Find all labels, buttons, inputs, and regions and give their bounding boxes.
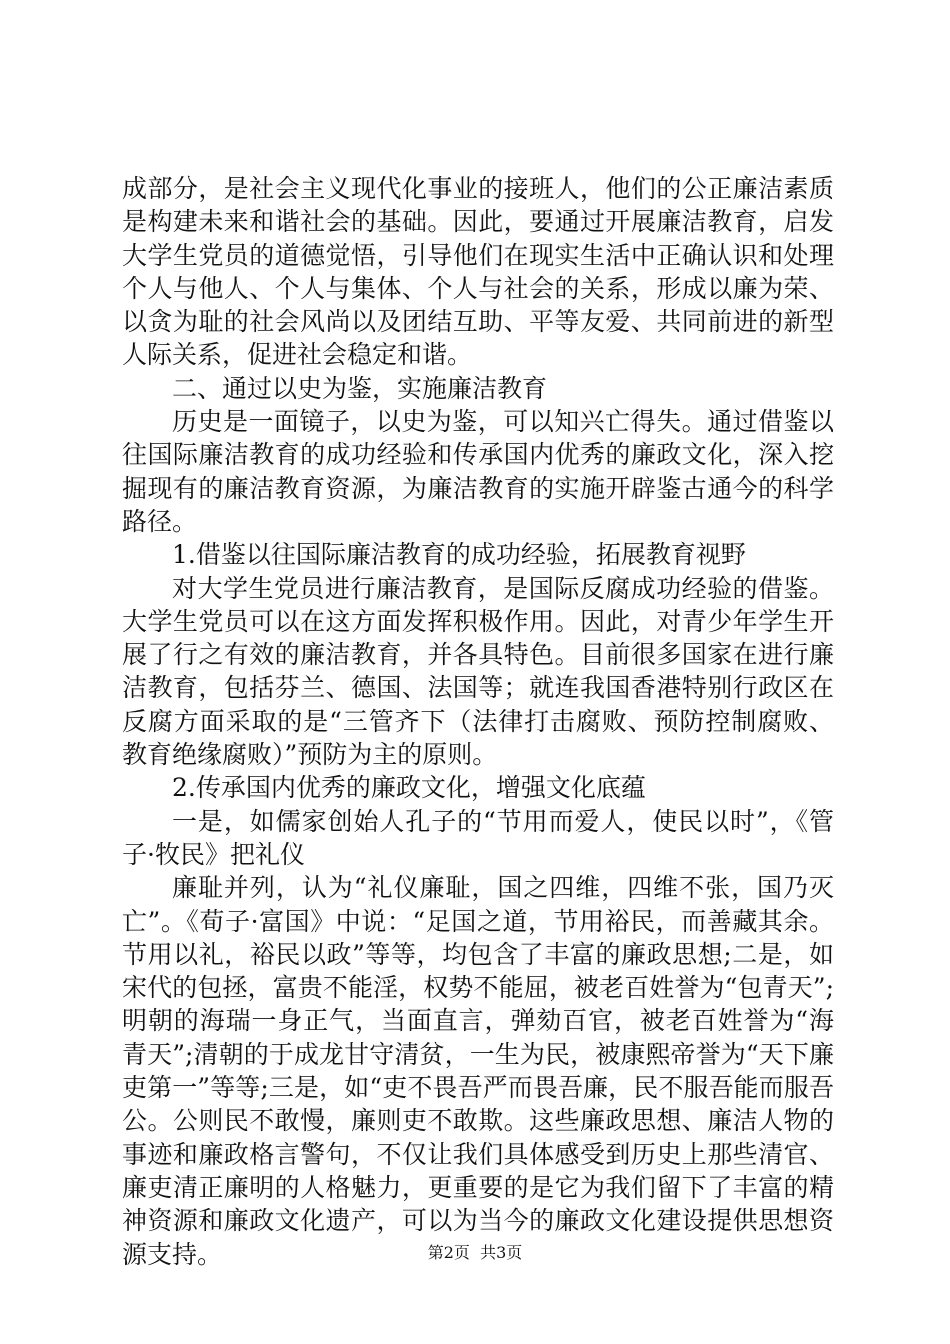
subheading-1: 1.借鉴以往国际廉洁教育的成功经验，拓展教育视野 [172,540,746,570]
paragraph-international-experience: 对大学生党员进行廉洁教育，是国际反腐成功经验的借鉴。大学生党员可以在这方面发挥积极作用。因此，对青少年学生开展了行之有效的廉洁教育，并各具特色。目前很多国家在进行廉洁教育，包括芬兰、德国、法国等；就连我国香港特别行政区在反腐方面采取的是“三管齐下（法律打击腐败、预防控制腐败、教育绝缘腐败）”预防为主的原则。 [122,573,834,770]
page-number: 第2页 共3页 [427,1243,523,1262]
document-body [122,172,834,1271]
page-footer [0,1242,950,1264]
section-heading-2: 二、通过以史为鉴，实施廉洁教育 [172,373,548,403]
subheading-2: 2.传承国内优秀的廉政文化，增强文化底蕴 [172,773,646,803]
paragraph-continuation: 成部分，是社会主义现代化事业的接班人，他们的公正廉洁素质是构建未来和谐社会的基础。因此，要通过开展廉洁教育，启发大学生党员的道德觉悟，引导他们在现实生活中正确认识和处理个人与他人、个人与集体、个人与社会的关系，形成以廉为荣、以贪为耻的社会风尚以及团结互助、平等友爱、共同前进的新型人际关系，促进社会稳定和谐。 [122,174,834,370]
paragraph-confucius: 一是，如儒家创始人孔子的“节用而爱人，使民以时”，《管子·牧民》把礼仪 [122,806,834,869]
paragraph-history-mirror: 历史是一面镜子，以史为鉴，可以知兴亡得失。通过借鉴以往国际廉洁教育的成功经验和传承国内优秀的廉政文化，深入挖掘现有的廉洁教育资源，为廉洁教育的实施开辟鉴古通今的科学路径。 [122,407,834,536]
paragraph-classics-and-officials: 廉耻并列，认为“礼仪廉耻，国之四维，四维不张，国乃灭亡”。《荀子·富国》中说：“足国之道，节用裕民，而善藏其余。节用以礼，裕民以政”等等，均包含了丰富的廉政思想;二是，如宋代的包拯，富贵不能淫，权势不能屈，被老百姓誉为“包青天”;明朝的海瑞一身正气，当面直言，弹劾百官，被老百姓誉为“海青天”;清朝的于成龙甘守清贫，一生为民，被康熙帝誉为“天下廉吏第一”等等;三是，如“吏不畏吾严而畏吾廉，民不服吾能而服吾公。公则民不敢慢，廉则吏不敢欺。这些廉政思想、廉洁人物的事迹和廉政格言警句，不仅让我们具体感受到历史上那些清官、廉吏清正廉明的人格魅力，更重要的是它为我们留下了丰富的精神资源和廉政文化遗产，可以为当今的廉政文化建设提供思想资源支持。 [122,873,834,1269]
